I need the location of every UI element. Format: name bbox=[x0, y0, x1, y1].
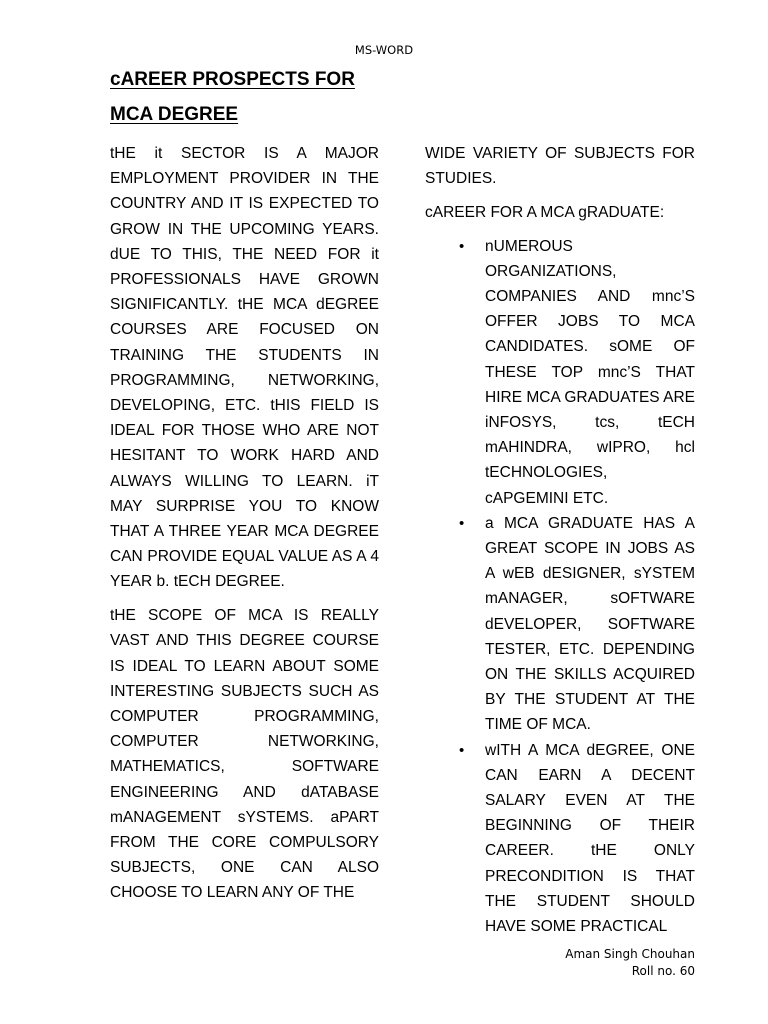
roll-number: Roll no. 60 bbox=[631, 964, 695, 978]
body-paragraph-2: tHE SCOPE OF MCA IS REALLY VAST AND THIS DEGREE COURSE IS IDEAL TO LEARN ABOUT SOME INTERESTING SUBJECTS SUCH AS COMPUTER PROGRAMMING, COMPUTER NETWORKING, MATHEMATICS, SOFTWARE ENGINEERING AND dATABASE mANAGEMENT sYSTEMS. aPART FROM THE CORE COMPULSORY SUBJECTS, ONE CAN ALSO CHOOSE TO LEARN ANY OF THE bbox=[110, 607, 379, 902]
section-heading: cAREER FOR A MCA gRADUATE: bbox=[425, 203, 665, 221]
bullet-list bbox=[425, 234, 695, 940]
author-name: Aman Singh Chouhan bbox=[565, 947, 695, 961]
list-item bbox=[425, 234, 695, 511]
body-paragraph-continuation: WIDE VARIETY OF SUBJECTS FOR STUDIES. bbox=[425, 145, 695, 188]
bullet-icon: • bbox=[459, 514, 465, 532]
page-footer bbox=[565, 946, 695, 980]
list-item-text: a MCA GRADUATE HAS A GREAT SCOPE IN JOBS AS A wEB dESIGNER, sYSTEM mANAGER, sOFTWARE dEVELOPER, SOFTWARE TESTER, ETC. DEPENDING ON THE SKILLS ACQUIRED BY THE STUDENT AT THE TIME OF MCA. bbox=[485, 514, 695, 734]
bullet-icon: • bbox=[459, 741, 465, 759]
body-paragraph-1: tHE it SECTOR IS A MAJOR EMPLOYMENT PROVIDER IN THE COUNTRY AND IT IS EXPECTED TO GROW IN THE UPCOMING YEARS. dUE TO THIS, THE NEED FOR it PROFESSIONALS HAVE GROWN SIGNIFICANTLY. tHE MCA dEGREE COURSES ARE FOCUSED ON TRAINING THE STUDENTS IN PROGRAMMING, NETWORKING, DEVELOPING, ETC. tHIS FIELD IS IDEAL FOR THOSE WHO ARE NOT HESITANT TO WORK HARD AND ALWAYS WILLING TO LEARN. iT MAY SURPRISE YOU TO KNOW THAT A THREE YEAR MCA DEGREE CAN PROVIDE EQUAL VALUE AS A 4 YEAR b. tECH DEGREE. bbox=[110, 145, 379, 591]
right-column bbox=[425, 141, 695, 939]
list-item-text: wITH A MCA dEGREE, ONE CAN EARN A DECENT SALARY EVEN AT THE BEGINNING OF THEIR CAREER. tHE ONLY PRECONDITION IS THAT THE STUDENT SHOULD HAVE SOME PRACTICAL bbox=[485, 741, 695, 936]
list-item bbox=[425, 738, 695, 940]
list-item bbox=[425, 511, 695, 738]
bullet-icon: • bbox=[459, 237, 465, 255]
document-title bbox=[110, 62, 385, 132]
page-header: MS-WORD bbox=[354, 43, 414, 57]
list-item-text: nUMEROUS ORGANIZATIONS, COMPANIES AND mnc’S OFFER JOBS TO MCA CANDIDATES. sOME OF THESE TOP mnc’S THAT HIRE MCA GRADUATES ARE iNFOSYS, tcs, tECH mAHINDRA, wIPRO, hcl tECHNOLOGIES, cAPGEMINI ETC. bbox=[485, 237, 695, 507]
title-line-1: cAREER PROSPECTS FOR bbox=[110, 69, 355, 90]
left-column bbox=[110, 141, 379, 906]
title-line-2: MCA DEGREE bbox=[110, 104, 239, 125]
